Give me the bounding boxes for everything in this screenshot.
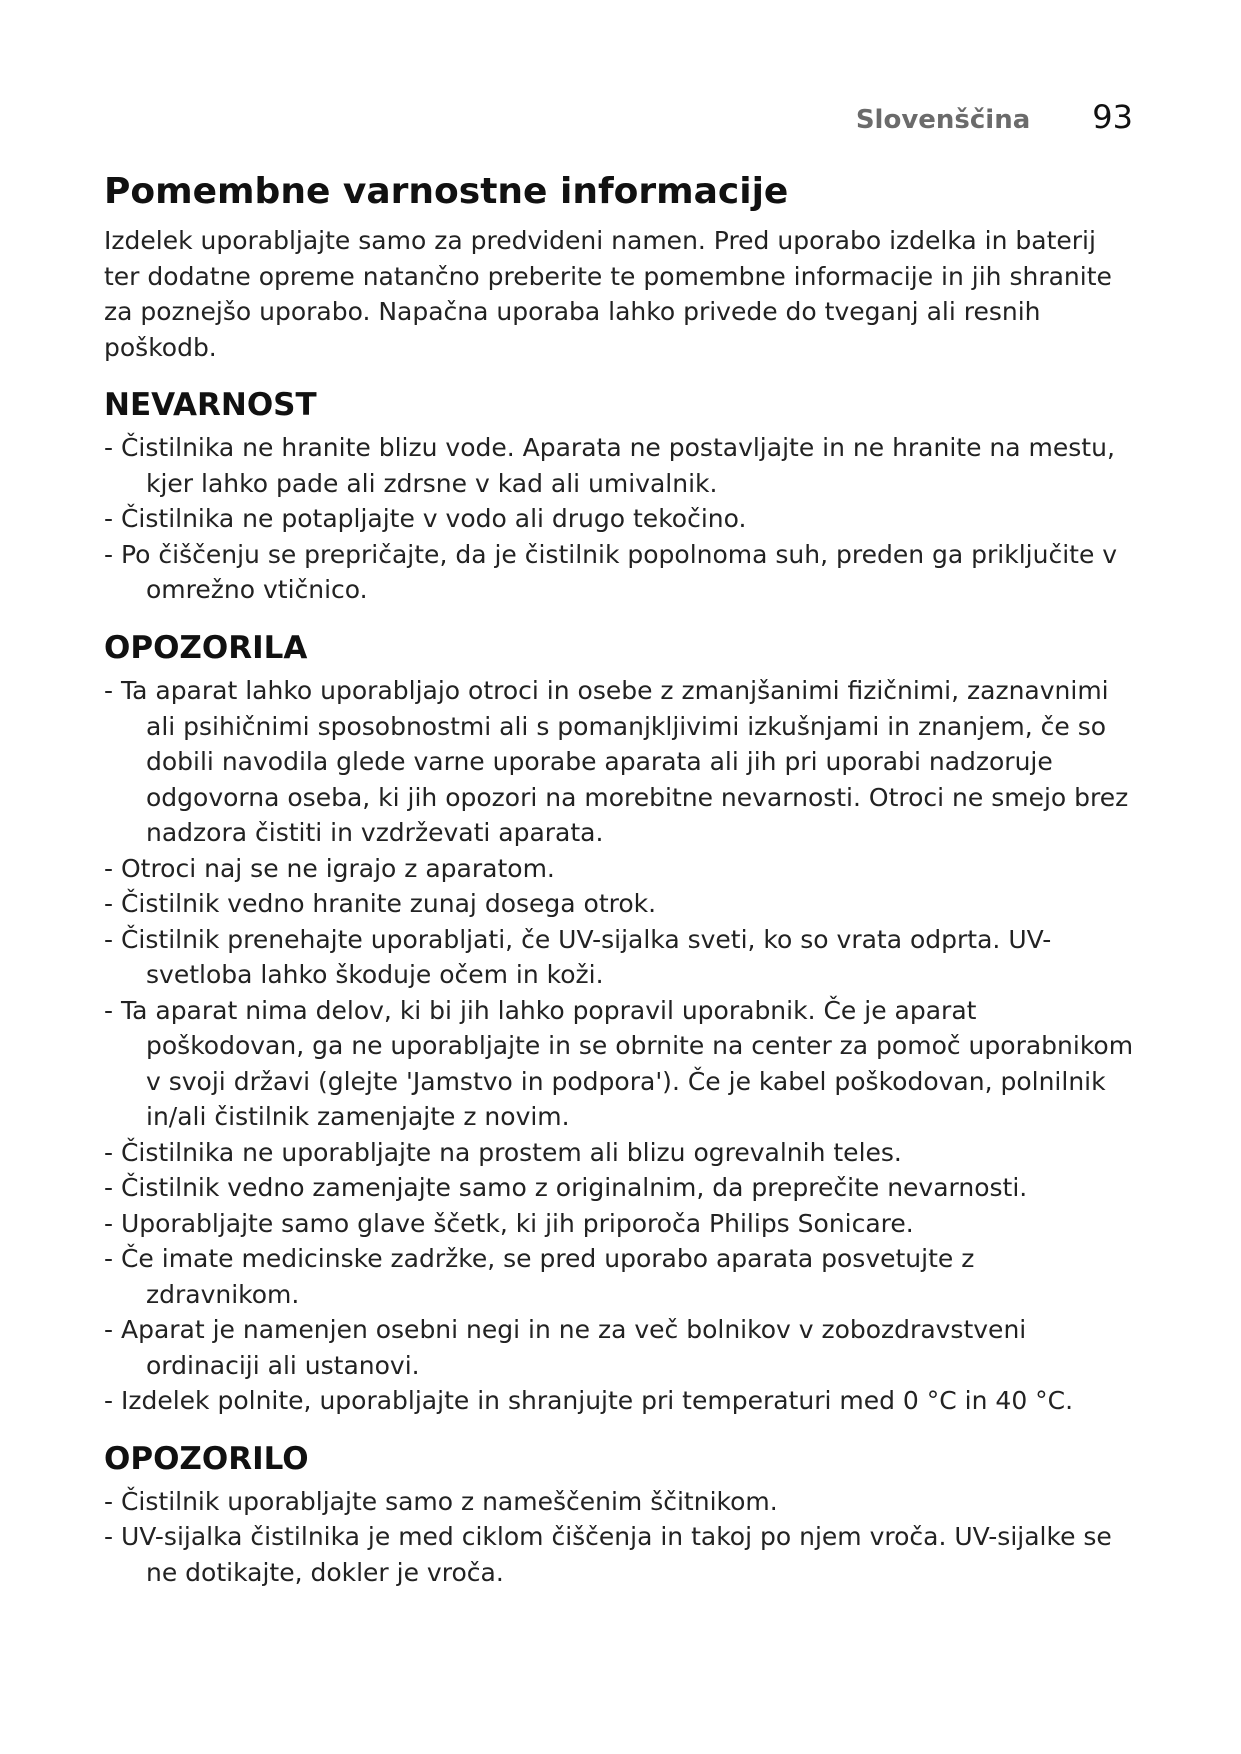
list-item: - Čistilnika ne potapljajte v vodo ali drugo tekočino. — [104, 501, 1134, 537]
content — [104, 170, 1134, 1590]
page-number: 93 — [1092, 98, 1133, 136]
list-item: - Ta aparat nima delov, ki bi jih lahko popravil uporabnik. Če je aparat poškodovan, ga ne uporabljajte in se obrnite na center za pomoč uporabnikom v svoji državi (glejte 'Jamstvo in podpora'). Če je kabel poškodovan, polnilnik in/ali čistilnik zamenjajte z novim. — [104, 993, 1134, 1135]
bullet-list — [104, 673, 1134, 1419]
list-item: - Čistilnika ne uporabljajte na prostem ali blizu ogrevalnih teles. — [104, 1135, 1134, 1171]
intro-paragraph: Izdelek uporabljajte samo za predvideni namen. Pred uporabo izdelka in baterij ter dodatne opreme natančno preberite te pomembne informacije in jih shranite za poznejšo uporabo. Napačna uporaba lahko privede do tveganj ali resnih poškodb. — [104, 226, 1112, 362]
list-item: - Uporabljajte samo glave ščetk, ki jih priporoča Philips Sonicare. — [104, 1206, 1134, 1242]
section-heading: NEVARNOST — [104, 387, 317, 424]
list-item: - Aparat je namenjen osebni negi in ne za več bolnikov v zobozdravstveni ordinaciji ali ustanovi. — [104, 1312, 1134, 1383]
list-item: - Po čiščenju se prepričajte, da je čistilnik popolnoma suh, preden ga priključite v omrežno vtičnico. — [104, 537, 1134, 608]
list-item: - Čistilnik vedno hranite zunaj dosega otrok. — [104, 886, 1134, 922]
bullet-list — [104, 1484, 1134, 1591]
list-item: - Ta aparat lahko uporabljajo otroci in osebe z zmanjšanimi fizičnimi, zaznavnimi ali psihičnimi sposobnostmi ali s pomanjkljivimi izkušnjami in znanjem, če so dobili navodila glede varne uporabe aparata ali jih pri uporabi nadzoruje odgovorna oseba, ki jih opozori na morebitne nevarnosti. Otroci ne smejo brez nadzora čistiti in vzdrževati aparata. — [104, 673, 1134, 851]
section-heading: OPOZORILO — [104, 1440, 309, 1477]
section-danger — [104, 387, 1134, 608]
list-item: - Čistilnik vedno zamenjajte samo z originalnim, da preprečite nevarnosti. — [104, 1170, 1134, 1206]
list-item: - Izdelek polnite, uporabljajte in shranjujte pri temperaturi med 0 °C in 40 °C. — [104, 1383, 1134, 1419]
list-item: - Otroci naj se ne igrajo z aparatom. — [104, 851, 1134, 887]
page-title: Pomembne varnostne informacije — [104, 171, 789, 212]
list-item: - Čistilnika ne hranite blizu vode. Aparata ne postavljajte in ne hranite na mestu, kjer lahko pade ali zdrsne v kad ali umivalnik. — [104, 430, 1134, 501]
list-item: - UV-sijalka čistilnika je med ciklom čiščenja in takoj po njem vroča. UV-sijalke se ne dotikajte, dokler je vroča. — [104, 1519, 1134, 1590]
section-heading: OPOZORILA — [104, 629, 308, 666]
section-caution — [104, 1441, 1134, 1591]
list-item: - Če imate medicinske zadržke, se pred uporabo aparata posvetujte z zdravnikom. — [104, 1241, 1134, 1312]
language-label: Slovenščina — [855, 105, 1031, 135]
bullet-list — [104, 430, 1134, 608]
page-header — [856, 98, 1133, 136]
list-item: - Čistilnik prenehajte uporabljati, če UV-sijalka sveti, ko so vrata odprta. UV-svetloba lahko škoduje očem in koži. — [104, 922, 1134, 993]
section-warnings — [104, 630, 1134, 1419]
list-item: - Čistilnik uporabljajte samo z nameščenim ščitnikom. — [104, 1484, 1134, 1520]
